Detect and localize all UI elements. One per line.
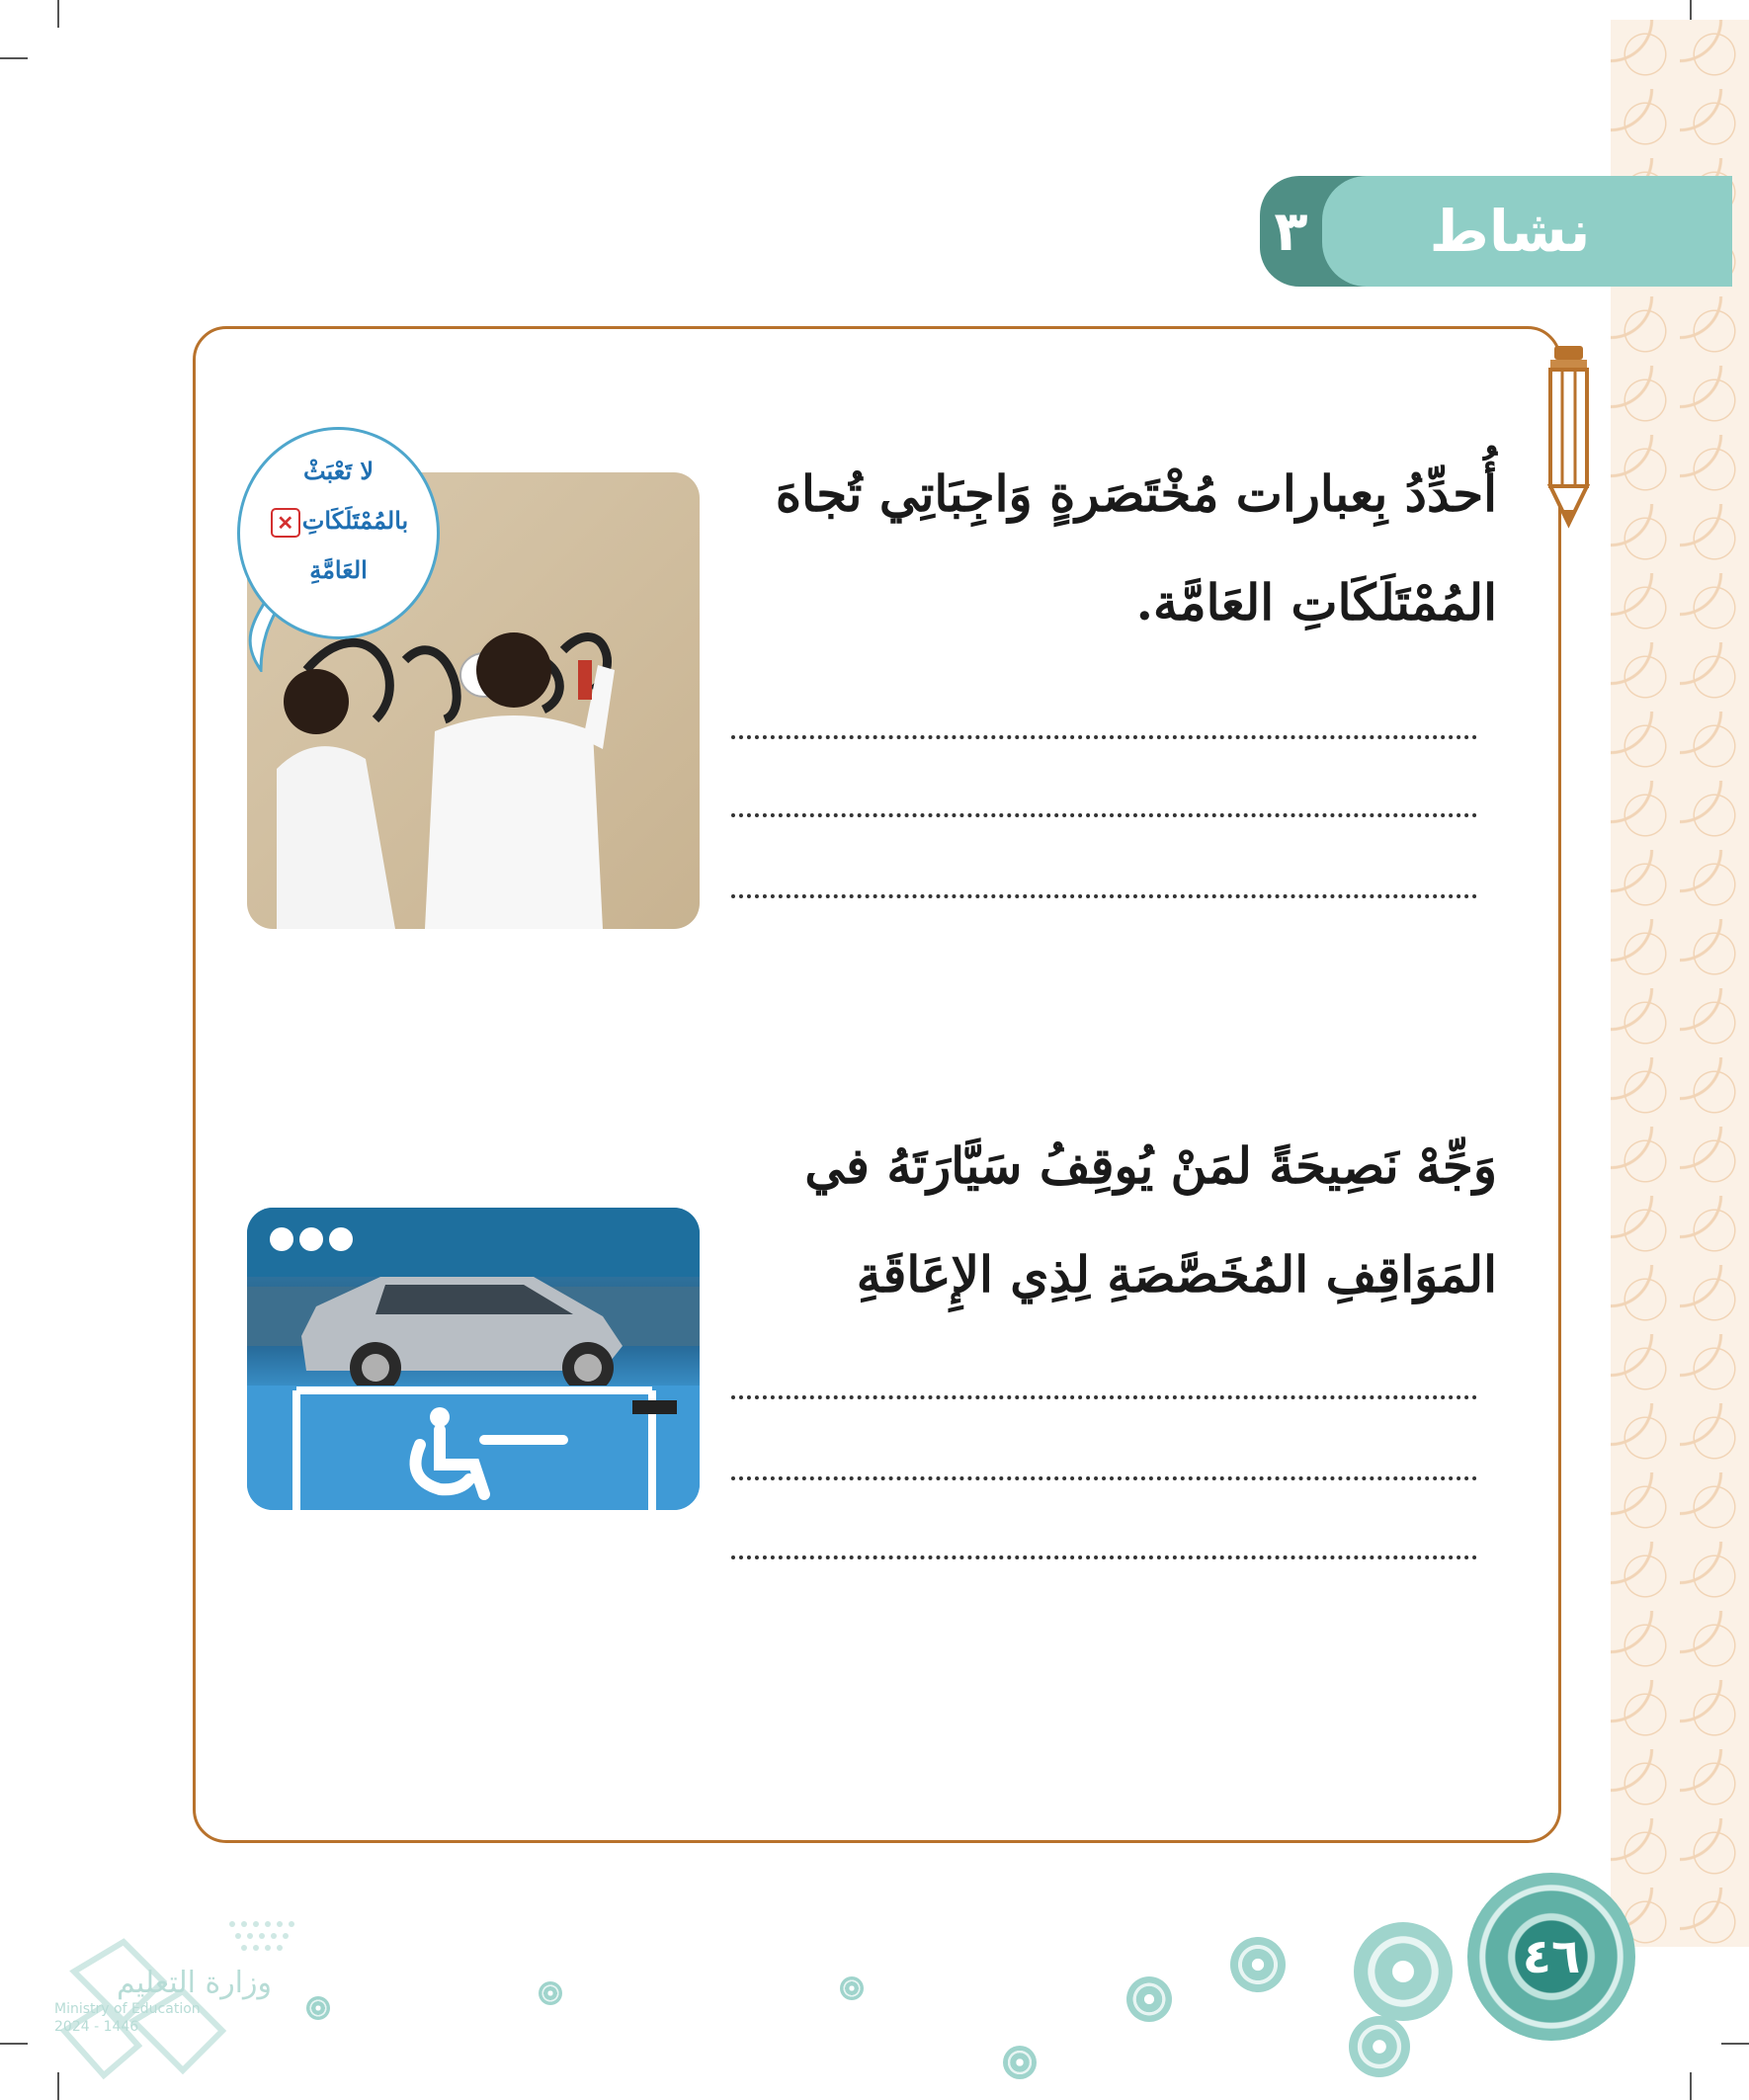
speech-bubble-line-3: العَامَّةِ: [309, 555, 368, 584]
ministry-name-english: Ministry of Education: [54, 2001, 201, 2017]
crop-mark: [57, 0, 59, 28]
decorative-rosette: [1349, 2016, 1410, 2077]
question-1: [711, 440, 1497, 657]
speech-bubble-text: [242, 447, 435, 595]
activity-number: ٣: [1274, 199, 1308, 264]
question-2: [711, 1112, 1497, 1329]
answer-line[interactable]: [731, 894, 1477, 898]
question-1-line-1: أُحدِّدُ بِعبارات مُخْتَصَرةٍ وَاجِبَاتِي تُجاهَ: [775, 464, 1497, 523]
activity-title: نشاط: [1429, 198, 1591, 265]
answer-line[interactable]: [731, 1395, 1477, 1399]
question-2-line-1: وَجِّهْ نَصِيحَةً لمَنْ يُوقِفُ سَيَّارَتَهُ في: [804, 1136, 1497, 1195]
side-decorative-pattern: [1611, 20, 1749, 1947]
cross-icon: ✕: [271, 508, 300, 538]
decorative-rosette: [1354, 1922, 1453, 2021]
ministry-watermark: [54, 1967, 272, 2036]
page-number: ٤٦: [1522, 1929, 1581, 1984]
decorative-rosette: [1230, 1937, 1286, 1992]
question-1-line-2: المُمْتَلَكَاتِ العَامَّة.: [1135, 573, 1497, 631]
speech-bubble-line-2: بالمُمْتَلَكَاتِ: [301, 506, 409, 535]
speech-bubble-line-1: لا تَعْبَثْ: [302, 457, 375, 485]
question-2-line-2: المَوَاقِفِ المُخَصَّصَةِ لِذِي الإِعَاقَةِ: [856, 1245, 1497, 1303]
decorative-rosette: [1003, 2046, 1037, 2079]
ministry-name-arabic: وزارة التعليم: [116, 1966, 272, 2000]
answer-line[interactable]: [731, 735, 1477, 739]
decorative-rosette: [840, 1976, 864, 2000]
decorative-rosette: [1126, 1976, 1172, 2022]
ministry-year: 2024 - 1446: [54, 2019, 139, 2035]
crop-mark: [0, 2043, 28, 2045]
answer-line[interactable]: [731, 1476, 1477, 1480]
decorative-rosette: [539, 1981, 562, 2005]
parking-photo: [247, 1208, 700, 1510]
pencil-icon: [1546, 346, 1591, 529]
crop-mark: [1721, 2043, 1749, 2045]
speech-bubble-line-2-row: [242, 496, 435, 546]
answer-line[interactable]: [731, 1555, 1477, 1559]
answer-line[interactable]: [731, 813, 1477, 817]
crop-mark: [1690, 2072, 1692, 2100]
crop-mark: [0, 57, 28, 59]
